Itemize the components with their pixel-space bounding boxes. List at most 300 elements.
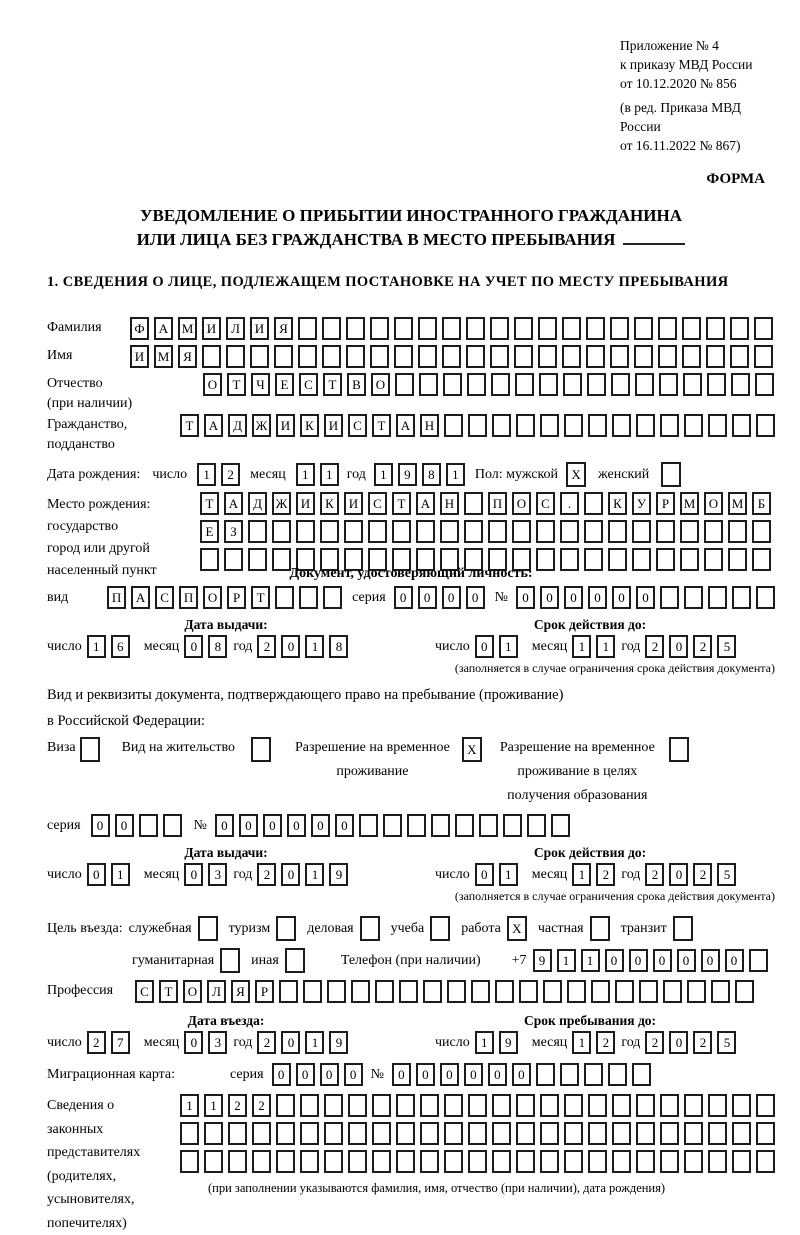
form-cell <box>516 414 535 437</box>
residence-valid-day-cells <box>475 863 518 886</box>
form-cell: Я <box>231 980 250 1003</box>
migration-card-row <box>47 1063 775 1086</box>
form-cell: Д <box>228 414 247 437</box>
form-cell <box>588 1150 607 1173</box>
form-cell <box>752 520 771 543</box>
form-cell <box>346 317 365 340</box>
form-cell <box>659 373 678 396</box>
migration-series-cells <box>272 1063 363 1086</box>
form-cell <box>275 586 294 609</box>
identity-issue-heading: Дата выдачи: <box>184 617 268 632</box>
surname-row <box>47 317 775 340</box>
form-cell: 0 <box>701 949 720 972</box>
form-cell: Т <box>251 586 270 609</box>
form-cell: 0 <box>629 949 648 972</box>
form-cell: С <box>135 980 154 1003</box>
form-cell: 0 <box>87 863 106 886</box>
form-cell <box>272 520 291 543</box>
migration-number-label: № <box>370 1066 384 1082</box>
form-cell <box>588 414 607 437</box>
form-cell: 1 <box>475 1031 494 1054</box>
form-cell <box>660 1094 679 1117</box>
form-cell <box>348 1122 367 1145</box>
form-cell <box>348 1094 367 1117</box>
residence-valid-col <box>405 845 775 904</box>
form-cell <box>322 317 341 340</box>
identity-issue-day-cells <box>87 635 130 658</box>
form-cell <box>611 373 630 396</box>
representatives-row1 <box>180 1094 775 1117</box>
form-cell: 1 <box>596 635 615 658</box>
form-cell <box>682 317 701 340</box>
form-cell: 0 <box>281 863 300 886</box>
form-cell: Ф <box>130 317 149 340</box>
form-cell: 0 <box>669 635 688 658</box>
form-cell: К <box>320 492 339 515</box>
form-cell: Ч <box>251 373 270 396</box>
form-cell <box>248 520 267 543</box>
residence-valid-heading: Срок действия до: <box>533 845 647 860</box>
form-cell: 0 <box>272 1063 291 1086</box>
form-cell: Т <box>159 980 178 1003</box>
form-cell: 0 <box>669 863 688 886</box>
form-cell: 2 <box>596 863 615 886</box>
form-cell <box>684 586 703 609</box>
purpose-work-checkbox <box>507 916 527 941</box>
form-cell <box>632 1063 651 1086</box>
form-cell: 0 <box>394 586 413 609</box>
form-cell <box>540 1094 559 1117</box>
form-cell: А <box>131 586 150 609</box>
birth-year-label: год <box>346 466 366 482</box>
form-cell: 0 <box>588 586 607 609</box>
form-cell: О <box>371 373 390 396</box>
identity-valid-heading: Срок действия до: <box>533 617 647 632</box>
form-label: ФОРМА <box>706 171 765 187</box>
form-cell <box>632 520 651 543</box>
form-cell: 0 <box>215 814 234 837</box>
form-cell: 0 <box>418 586 437 609</box>
form-cell <box>431 814 450 837</box>
form-cell <box>420 1094 439 1117</box>
residence-valid-note: (заполняется в случае ограничения срока действия документа) <box>454 889 775 903</box>
form-cell <box>707 373 726 396</box>
identity-issue-col <box>47 617 405 676</box>
form-cell <box>584 1063 603 1086</box>
form-cell <box>323 586 342 609</box>
form-cell <box>704 548 723 571</box>
stay-until-row: число 1 9 месяц 1 2 год 2 0 2 5 <box>435 1031 775 1054</box>
firstname-label: Имя <box>47 348 73 363</box>
form-cell <box>711 980 730 1003</box>
form-cell <box>756 1150 775 1173</box>
form-cell <box>608 520 627 543</box>
form-cell: Р <box>656 492 675 515</box>
patronymic-cells <box>203 373 774 396</box>
birth-month-cells <box>296 463 339 486</box>
purpose-business-checkbox <box>360 916 380 941</box>
entry-date-heading: Дата въезда: <box>187 1013 265 1028</box>
entry-day-cells <box>87 1031 130 1054</box>
form-cell <box>610 345 629 368</box>
form-cell <box>658 345 677 368</box>
patronymic-label: Отчество (при наличии) <box>47 376 133 411</box>
form-cell: А <box>416 492 435 515</box>
form-cell: И <box>250 317 269 340</box>
form-cell <box>298 317 317 340</box>
form-cell <box>586 317 605 340</box>
form-cell: С <box>368 492 387 515</box>
form-cell: 1 <box>111 863 130 886</box>
form-cell <box>728 548 747 571</box>
form-cell: 0 <box>184 863 203 886</box>
edition-line: от 16.11.2022 № 867) <box>620 138 741 153</box>
form-cell <box>490 317 509 340</box>
form-cell <box>708 414 727 437</box>
form-cell <box>423 980 442 1003</box>
form-cell: 2 <box>693 863 712 886</box>
form-cell: 2 <box>645 1031 664 1054</box>
residence-number-cells <box>215 814 570 837</box>
form-cell: 0 <box>239 814 258 837</box>
form-cell: 0 <box>287 814 306 837</box>
form-cell: С <box>299 373 318 396</box>
birth-date-row <box>47 462 775 487</box>
form-cell <box>584 548 603 571</box>
residence-dates-block <box>47 845 775 904</box>
profession-cells <box>135 980 754 1003</box>
form-cell <box>536 1063 555 1086</box>
form-cell <box>464 492 483 515</box>
firstname-row <box>47 345 775 368</box>
birth-month-label: месяц <box>250 466 286 482</box>
entry-date-row: число 2 7 месяц 0 3 год 2 0 1 9 <box>47 1031 405 1054</box>
form-cell: Л <box>207 980 226 1003</box>
form-cell: П <box>179 586 198 609</box>
form-cell: 6 <box>111 635 130 658</box>
form-cell: Р <box>227 586 246 609</box>
form-cell <box>661 462 681 487</box>
form-cell <box>735 980 754 1003</box>
form-cell <box>440 520 459 543</box>
residence-permit-option: Вид на жительство <box>122 736 271 762</box>
form-cell: 0 <box>636 586 655 609</box>
form-cell <box>419 373 438 396</box>
form-cell: 8 <box>422 463 441 486</box>
form-cell <box>466 317 485 340</box>
form-cell: А <box>224 492 243 515</box>
form-cell <box>492 1150 511 1173</box>
section1-heading: 1. СВЕДЕНИЯ О ЛИЦЕ, ПОДЛЕЖАЩЕМ ПОСТАНОВКЕ НА УЧЕТ ПО МЕСТУ ПРЕБЫВАНИЯ <box>47 274 729 290</box>
form-cell: 2 <box>228 1094 247 1117</box>
sex-female-label: женский <box>598 466 650 482</box>
entry-month-cells <box>184 1031 227 1054</box>
form-cell: 2 <box>87 1031 106 1054</box>
form-cell: 0 <box>184 635 203 658</box>
form-cell: 2 <box>252 1094 271 1117</box>
form-cell: 0 <box>669 1031 688 1054</box>
residence-valid-row: число 0 1 месяц 1 2 год 2 0 2 5 <box>435 863 775 886</box>
form-cell: 0 <box>612 586 631 609</box>
form-cell: 5 <box>717 635 736 658</box>
form-cell <box>754 317 773 340</box>
form-cell <box>372 1150 391 1173</box>
form-cell <box>276 916 296 941</box>
form-cell <box>636 1094 655 1117</box>
form-cell <box>455 814 474 837</box>
form-cell <box>663 980 682 1003</box>
form-cell: 1 <box>557 949 576 972</box>
form-cell <box>584 492 603 515</box>
form-cell <box>372 1094 391 1117</box>
appendix-line: к приказу МВД России <box>620 57 753 72</box>
form-cell: 0 <box>677 949 696 972</box>
identity-series-cells <box>394 586 485 609</box>
form-cell: 0 <box>440 1063 459 1086</box>
form-cell <box>444 1150 463 1173</box>
form-cell: 0 <box>91 814 110 837</box>
form-cell: Л <box>226 317 245 340</box>
form-cell: О <box>512 492 531 515</box>
form-cell <box>680 520 699 543</box>
form-cell: 0 <box>311 814 330 837</box>
form-cell: 2 <box>257 635 276 658</box>
identity-issue-month-cells <box>184 635 227 658</box>
form-cell <box>514 317 533 340</box>
form-cell <box>468 414 487 437</box>
form-cell <box>680 548 699 571</box>
form-cell: И <box>130 345 149 368</box>
form-cell <box>660 1122 679 1145</box>
representatives-label: Сведения о законных представителях (родителях, усыновителях, попечителях) <box>47 1098 141 1231</box>
form-cell <box>276 1094 295 1117</box>
form-cell <box>468 1094 487 1117</box>
form-cell: А <box>154 317 173 340</box>
form-cell: 1 <box>305 1031 324 1054</box>
residence-doc-intro: Вид и реквизиты документа, подтверждающего право на пребывание (проживание) в Российской Федерации: <box>47 687 564 729</box>
form-cell <box>392 520 411 543</box>
form-cell <box>464 520 483 543</box>
form-cell <box>615 980 634 1003</box>
migration-series-label: серия <box>230 1066 264 1082</box>
form-cell: И <box>324 414 343 437</box>
form-title-line1: УВЕДОМЛЕНИЕ О ПРИБЫТИИ ИНОСТРАННОГО ГРАЖДАНИНА <box>140 206 682 225</box>
form-cell <box>396 1122 415 1145</box>
form-cell <box>527 814 546 837</box>
form-cell <box>656 520 675 543</box>
representatives-block <box>47 1094 775 1235</box>
representatives-row2 <box>180 1122 775 1145</box>
residence-issue-col <box>47 845 405 904</box>
birth-place-row2 <box>200 520 771 543</box>
form-cell <box>490 345 509 368</box>
form-cell: 5 <box>717 1031 736 1054</box>
form-cell <box>591 980 610 1003</box>
birth-day-cells <box>197 463 240 486</box>
form-cell <box>359 814 378 837</box>
form-cell <box>226 345 245 368</box>
surname-label: Фамилия <box>47 320 102 335</box>
form-cell <box>252 1122 271 1145</box>
identity-number-cells <box>516 586 775 609</box>
form-cell <box>656 548 675 571</box>
form-cell <box>250 345 269 368</box>
form-cell: П <box>488 492 507 515</box>
representatives-note: (при заполнении указываются фамилия, имя, отчество (при наличии), дата рождения) <box>208 1181 666 1195</box>
form-cell <box>632 548 651 571</box>
form-cell <box>488 520 507 543</box>
form-cell <box>370 317 389 340</box>
form-cell <box>706 345 725 368</box>
form-cell <box>586 345 605 368</box>
form-cell <box>732 1122 751 1145</box>
form-cell <box>163 814 182 837</box>
identity-dates-block <box>47 617 775 676</box>
form-cell: 3 <box>208 1031 227 1054</box>
form-cell <box>479 814 498 837</box>
residence-issue-heading: Дата выдачи: <box>184 845 268 860</box>
surname-cells <box>130 317 773 340</box>
form-cell: 1 <box>320 463 339 486</box>
form-cell <box>198 916 218 941</box>
form-cell <box>658 317 677 340</box>
form-cell <box>274 345 293 368</box>
form-cell <box>444 1094 463 1117</box>
form-cell: 3 <box>208 863 227 886</box>
appendix-line: Приложение № 4 <box>620 38 719 53</box>
form-cell: Т <box>392 492 411 515</box>
form-cell <box>300 1150 319 1173</box>
sex-label: Пол: мужской <box>474 466 559 482</box>
form-cell <box>418 345 437 368</box>
form-cell: 7 <box>111 1031 130 1054</box>
form-cell <box>396 1150 415 1173</box>
form-cell: 2 <box>221 463 240 486</box>
form-cell: 5 <box>717 863 736 886</box>
form-cell: 8 <box>329 635 348 658</box>
form-cell: И <box>202 317 221 340</box>
form-cell: 0 <box>320 1063 339 1086</box>
citizenship-cells <box>180 414 775 437</box>
identity-valid-year-cells <box>645 635 736 658</box>
form-cell: 0 <box>516 586 535 609</box>
identity-series-label: серия <box>352 589 386 605</box>
temp-residence-education-option: Разрешение на временное проживание в целях получения образования <box>500 736 689 808</box>
form-cell <box>492 414 511 437</box>
form-cell: П <box>107 586 126 609</box>
form-cell: 0 <box>653 949 672 972</box>
form-cell <box>752 548 771 571</box>
form-cell <box>708 586 727 609</box>
residence-issue-row: число 0 1 месяц 0 3 год 2 0 1 9 <box>47 863 405 886</box>
form-cell <box>467 373 486 396</box>
form-cell <box>612 1150 631 1173</box>
form-cell: 2 <box>596 1031 615 1054</box>
form-cell: X <box>566 462 586 487</box>
form-cell <box>608 548 627 571</box>
identity-issue-year-cells <box>257 635 348 658</box>
form-cell <box>516 1150 535 1173</box>
form-cell <box>732 586 751 609</box>
form-cell: 1 <box>197 463 216 486</box>
form-cell: Я <box>178 345 197 368</box>
form-cell <box>551 814 570 837</box>
visa-option: Виза <box>47 736 100 762</box>
form-cell <box>442 317 461 340</box>
form-cell: 0 <box>475 863 494 886</box>
form-cell: 1 <box>581 949 600 972</box>
form-cell: О <box>183 980 202 1003</box>
form-cell: 2 <box>257 1031 276 1054</box>
form-cell: 8 <box>208 635 227 658</box>
form-cell: Д <box>248 492 267 515</box>
form-cell <box>684 414 703 437</box>
form-cell <box>562 345 581 368</box>
form-cell <box>540 1150 559 1173</box>
form-cell: Н <box>420 414 439 437</box>
appendix-line: от 10.12.2020 № 856 <box>620 76 737 91</box>
form-cell: 0 <box>442 586 461 609</box>
birth-place-row1 <box>200 492 771 515</box>
form-cell: У <box>632 492 651 515</box>
birth-place-label: Место рождения: государство город или другой населенный пункт <box>47 497 157 578</box>
form-cell <box>514 345 533 368</box>
form-cell <box>279 980 298 1003</box>
form-cell: 1 <box>572 863 591 886</box>
form-cell: 0 <box>564 586 583 609</box>
form-cell <box>492 1094 511 1117</box>
temp-residence-option: Разрешение на временное проживание X <box>295 736 482 784</box>
purpose-other-checkbox <box>285 948 305 973</box>
form-cell <box>639 980 658 1003</box>
residence-number-label: № <box>193 817 207 833</box>
identity-valid-month-cells <box>572 635 615 658</box>
identity-valid-row: число 0 1 месяц 1 1 год 2 0 2 5 <box>435 635 775 658</box>
form-cell: 0 <box>466 586 485 609</box>
form-cell: 0 <box>115 814 134 837</box>
form-cell <box>610 317 629 340</box>
stay-day-cells <box>475 1031 518 1054</box>
residence-issue-day-cells <box>87 863 130 886</box>
form-cell <box>299 586 318 609</box>
form-cell <box>348 1150 367 1173</box>
form-cell: 0 <box>540 586 559 609</box>
form-cell <box>471 980 490 1003</box>
temp-residence-education-checkbox <box>669 737 689 762</box>
form-cell: 1 <box>499 863 518 886</box>
form-title-line2: ИЛИ ЛИЦА БЕЗ ГРАЖДАНСТВА В МЕСТО ПРЕБЫВАНИЯ <box>47 228 775 252</box>
form-cell <box>684 1094 703 1117</box>
form-cell <box>749 949 768 972</box>
form-cell: X <box>507 916 527 941</box>
form-cell <box>372 1122 391 1145</box>
form-cell <box>634 317 653 340</box>
form-cell: 0 <box>416 1063 435 1086</box>
form-cell: Е <box>200 520 219 543</box>
form-cell <box>296 520 315 543</box>
form-cell <box>407 814 426 837</box>
form-cell: Т <box>227 373 246 396</box>
form-cell <box>492 1122 511 1145</box>
form-cell <box>180 1150 199 1173</box>
form-cell <box>708 1094 727 1117</box>
form-cell <box>564 1094 583 1117</box>
form-cell: 0 <box>512 1063 531 1086</box>
phone-label: Телефон (при наличии) <box>340 952 481 968</box>
form-cell: А <box>204 414 223 437</box>
representatives-row3 <box>180 1150 775 1173</box>
form-cell <box>180 1122 199 1145</box>
